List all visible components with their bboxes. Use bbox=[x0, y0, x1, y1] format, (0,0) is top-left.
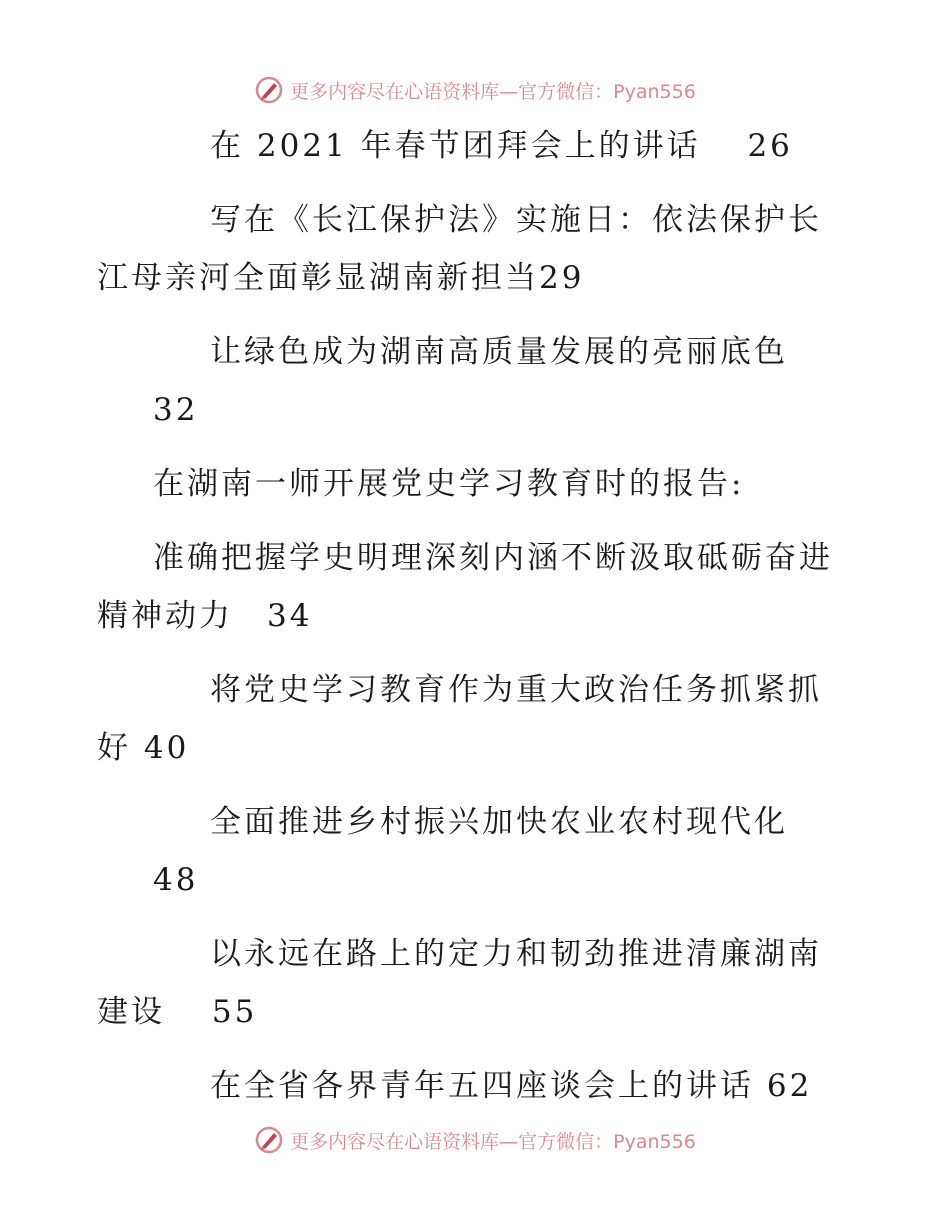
toc-entry-line: 好 40 bbox=[97, 730, 190, 766]
watermark-text: 更多内容尽在心语资料库—官方微信：Pyan556 bbox=[290, 80, 696, 103]
watermark-footer bbox=[0, 1120, 950, 1160]
toc-entry-line: 在 2021 年春节团拜会上的讲话 26 bbox=[210, 128, 793, 164]
watermark-header bbox=[0, 70, 950, 110]
toc-entry-line: 让绿色成为湖南高质量发展的亮丽底色 bbox=[210, 334, 788, 370]
toc-entry-line: 以永远在路上的定力和韧劲推进清廉湖南 bbox=[210, 936, 822, 972]
toc-entry-line: 江母亲河全面彰显湖南新担当29 bbox=[97, 260, 585, 296]
toc-entry-line: 将党史学习教育作为重大政治任务抓紧抓 bbox=[210, 672, 822, 708]
toc-entry-line: 48 bbox=[153, 862, 199, 898]
toc-entry-line: 精神动力 34 bbox=[97, 598, 313, 634]
watermark-text: 更多内容尽在心语资料库—官方微信：Pyan556 bbox=[290, 1130, 696, 1153]
toc-entry-line: 全面推进乡村振兴加快农业农村现代化 bbox=[210, 804, 788, 840]
toc-entry-line: 在全省各界青年五四座谈会上的讲话 62 bbox=[210, 1068, 813, 1104]
toc-entry-line: 在湖南一师开展党史学习教育时的报告: bbox=[153, 466, 745, 502]
pen-logo-icon bbox=[254, 75, 284, 105]
toc-entry-line: 32 bbox=[153, 392, 199, 428]
toc-entry-line: 准确把握学史明理深刻内涵不断汲取砥砺奋进 bbox=[153, 540, 833, 576]
toc-entry-line: 写在《长江保护法》实施日：依法保护长 bbox=[210, 202, 822, 238]
pen-logo-icon bbox=[254, 1125, 284, 1155]
toc-entry-line: 建设 55 bbox=[97, 994, 258, 1030]
